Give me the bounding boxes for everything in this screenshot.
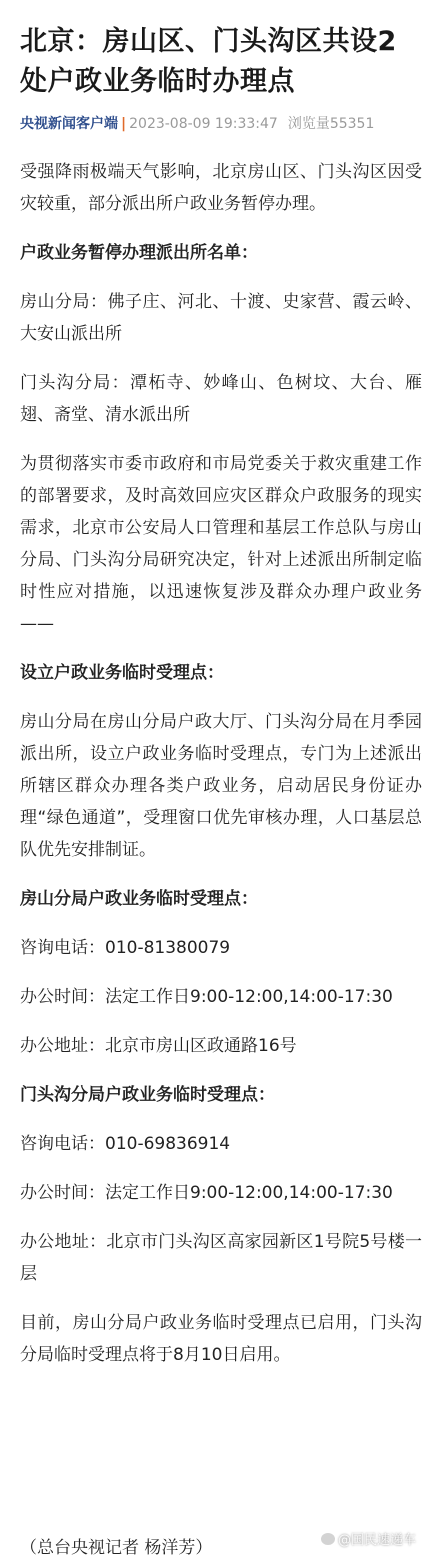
view-count: 浏览量55351	[287, 116, 375, 132]
paragraph: 咨询电话：010-69836914	[20, 1134, 231, 1154]
paragraph: 为贯彻落实市委市政府和市局党委关于救灾重建工作的部署要求，及时高效回应灾区群众户政服务的现实需求，北京市公安局人口管理和基层工作总队与房山分局、门头沟分局研究决定，针对上述派出所制定临时性应对措施，以迅速恢复涉及群众办理户政业务——	[20, 454, 422, 634]
publish-datetime: 2023-08-09 19:33:47	[129, 116, 278, 132]
watermark-text: @国民速递车	[337, 1533, 416, 1548]
weibo-icon	[321, 1533, 335, 1545]
paragraph: 门头沟分局：潭柘寺、妙峰山、色树坟、大台、雁翅、斋堂、清水派出所	[20, 373, 422, 425]
paragraph: 办公地址：北京市房山区政通路16号	[20, 1036, 297, 1056]
paragraph: 房山分局在房山分局户政大厅、门头沟分局在月季园派出所，设立户政业务临时受理点，专门为上述派出所辖区群众办理各类户政业务，启动居民身份证办理“绿色通道”，受理窗口优先审核办理，人口基层总队优先安排制证。	[20, 712, 422, 860]
section-heading: 户政业务暂停办理派出所名单：	[20, 243, 258, 263]
article-footer: （总台央视记者 杨洋芳）	[20, 1538, 213, 1558]
source-link[interactable]: 央视新闻客户端	[20, 116, 118, 132]
paragraph: 办公地址：北京市门头沟区高家园新区1号院5号楼一层	[20, 1232, 422, 1284]
article-body	[20, 156, 422, 1371]
paragraph: 办公时间：法定工作日9:00-12:00,14:00-17:30	[20, 987, 393, 1007]
meta-separator: |	[121, 116, 127, 132]
watermark	[321, 1529, 416, 1548]
article-title: 北京：房山区、门头沟区共设2处户政业务临时办理点	[20, 26, 397, 97]
paragraph: 目前，房山分局户政业务临时受理点已启用，门头沟分局临时受理点将于8月10日启用。	[20, 1313, 422, 1365]
section-heading: 门头沟分局户政业务临时受理点：	[20, 1085, 275, 1105]
paragraph: 受强降雨极端天气影响，北京房山区、门头沟区因受灾较重，部分派出所户政业务暂停办理。	[20, 162, 422, 214]
section-heading: 设立户政业务临时受理点：	[20, 663, 224, 683]
paragraph: 房山分局：佛子庄、河北、十渡、史家营、霞云岭、大安山派出所	[20, 292, 422, 344]
paragraph: 咨询电话：010-81380079	[20, 938, 231, 958]
article-meta	[20, 114, 422, 134]
section-heading: 房山分局户政业务临时受理点：	[20, 889, 258, 909]
paragraph: 办公时间：法定工作日9:00-12:00,14:00-17:30	[20, 1183, 393, 1203]
